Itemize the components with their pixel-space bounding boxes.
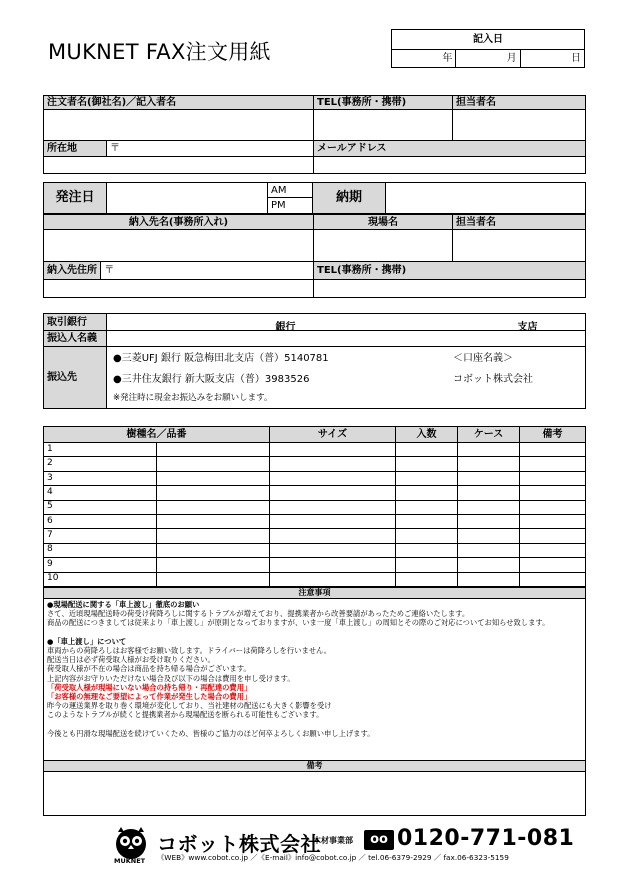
item-species-field[interactable]: [157, 486, 270, 500]
customer-tel-field[interactable]: [314, 110, 453, 141]
item-species-field[interactable]: [157, 543, 270, 557]
item-size-field[interactable]: [270, 457, 396, 471]
delivery-name-label: 納入先名(事務所入れ): [44, 215, 314, 230]
am-option[interactable]: AM: [268, 183, 313, 198]
item-size-field[interactable]: [270, 514, 396, 528]
order-date-field[interactable]: [107, 183, 268, 214]
bank-field[interactable]: [107, 314, 586, 331]
item-row: [44, 529, 586, 543]
delivery-address-cell[interactable]: [44, 262, 314, 280]
item-size-field[interactable]: [270, 529, 396, 543]
item-case-field[interactable]: [458, 471, 520, 485]
item-row: [44, 500, 586, 514]
item-row: [44, 443, 586, 457]
delivery-address-label: 納入先住所: [44, 262, 101, 279]
notes-line: 「荷受取人様が現場にいない場合の持ち帰り・再配達の費用」: [47, 682, 252, 692]
header-species: 樹種名／品番: [44, 427, 270, 443]
pm-option[interactable]: PM: [268, 198, 313, 214]
item-remarks-field[interactable]: [520, 529, 586, 543]
item-size-field[interactable]: [270, 486, 396, 500]
item-quantity-field[interactable]: [396, 486, 458, 500]
item-case-field[interactable]: [458, 558, 520, 572]
item-species-field[interactable]: [157, 514, 270, 528]
delivery-person-label: 担当者名: [453, 215, 586, 230]
payer-field[interactable]: [107, 331, 586, 347]
customer-tel-label: TEL(事務所・携帯): [314, 96, 453, 110]
item-species-field[interactable]: [157, 558, 270, 572]
delivery-tel-label: TEL(事務所・携帯): [314, 262, 586, 280]
orderer-label: 注文者名(御社名)／記入者名: [44, 96, 314, 110]
item-remarks-field[interactable]: [520, 486, 586, 500]
division: 木材事業部: [313, 836, 353, 845]
item-size-field[interactable]: [270, 471, 396, 485]
notes-line: さて、近頃現場配送時の荷受け荷降ろしに関するトラブルが増えており、提携業者から改善要請があったためご連絡いたします。: [47, 609, 470, 619]
holder-name: コボット株式会社: [453, 374, 533, 385]
item-quantity-field[interactable]: [396, 543, 458, 557]
header-size: サイズ: [270, 427, 396, 443]
item-row-number: 1: [44, 443, 157, 457]
item-species-field[interactable]: [157, 443, 270, 457]
item-quantity-field[interactable]: [396, 529, 458, 543]
item-case-field[interactable]: [458, 500, 520, 514]
item-remarks-field[interactable]: [520, 457, 586, 471]
bank-note: ※発注時に現金お振込みをお願いします。: [113, 393, 273, 403]
notes-line: [47, 628, 582, 637]
item-size-field[interactable]: [270, 443, 396, 457]
item-row-number: 2: [44, 457, 157, 471]
item-quantity-field[interactable]: [396, 514, 458, 528]
notes-line: 今後とも円滑な現場配送を続けていくため、皆様のご協力のほど何卒よろしくお願い申し上げます。: [47, 728, 375, 738]
order-date-label: 発注日: [44, 183, 107, 214]
phone-number: 0120-771-081: [397, 826, 575, 851]
item-row-number: 10: [44, 572, 157, 586]
contact-line: 《WEB》www.cobot.co.jp ／《E-mail》info@cobot.co.jp ／ tel.06-6379-2929 ／ fax.06-6323-5159: [157, 853, 509, 862]
item-species-field[interactable]: [157, 500, 270, 514]
item-row: [44, 543, 586, 557]
item-row: [44, 514, 586, 528]
item-remarks-field[interactable]: [520, 443, 586, 457]
entry-day-field[interactable]: 日: [520, 50, 584, 68]
footer-logo-text: MUKNET: [114, 857, 146, 865]
entry-date-box: [391, 29, 585, 68]
customer-person-label: 担当者名: [453, 96, 586, 110]
item-row: [44, 471, 586, 485]
item-remarks-field[interactable]: [520, 558, 586, 572]
notes-title: 注意事項: [44, 588, 586, 599]
orderer-field[interactable]: [44, 110, 314, 141]
header-case: ケース: [458, 427, 520, 443]
branch-unit: 支店: [517, 322, 538, 333]
transfer-info: [107, 347, 586, 409]
item-row: [44, 572, 586, 586]
order-section: [43, 182, 586, 214]
item-species-field[interactable]: [157, 572, 270, 586]
item-row-number: 4: [44, 486, 157, 500]
notes-line: 昨今の運送業界を取り巻く環境が変化しており、当社建材の配送にも大きく影響を受け: [47, 701, 332, 711]
notes-line: ●「車上渡し」について: [47, 636, 127, 646]
customer-person-field[interactable]: [453, 110, 586, 141]
bank-label: 取引銀行: [44, 314, 107, 331]
item-remarks-field[interactable]: [520, 471, 586, 485]
customer-address-section: [43, 140, 586, 174]
customer-section: [43, 95, 586, 141]
item-remarks-field[interactable]: [520, 500, 586, 514]
item-quantity-field[interactable]: [396, 558, 458, 572]
mail-label: メールアドレス: [314, 141, 586, 157]
item-size-field[interactable]: [270, 558, 396, 572]
notes-line: [47, 720, 582, 729]
item-quantity-field[interactable]: [396, 471, 458, 485]
freedial-icon: oo: [364, 830, 394, 850]
item-case-field[interactable]: [458, 443, 520, 457]
item-row: [44, 486, 586, 500]
account-2: ●三井住友銀行 新大阪支店（普）3983526: [113, 374, 310, 385]
site-field[interactable]: [314, 230, 453, 262]
item-case-field[interactable]: [458, 457, 520, 471]
delivery-name-field[interactable]: [44, 230, 314, 262]
item-row-number: 5: [44, 500, 157, 514]
mail-field[interactable]: [314, 157, 586, 174]
item-quantity-field[interactable]: [396, 572, 458, 586]
item-remarks-field[interactable]: [520, 514, 586, 528]
notes-body: [44, 599, 586, 761]
item-species-field[interactable]: [157, 457, 270, 471]
customer-address-field[interactable]: [44, 157, 314, 174]
account-1: ●三菱UFJ 銀行 阪急梅田北支店（普）5140781: [113, 353, 329, 364]
item-row-number: 7: [44, 529, 157, 543]
item-size-field[interactable]: [270, 572, 396, 586]
item-case-field[interactable]: [458, 529, 520, 543]
header-quantity: 入数: [396, 427, 458, 443]
company-name: コボット株式会社: [157, 832, 321, 856]
item-case-field[interactable]: [458, 543, 520, 557]
bank-section: [43, 313, 586, 409]
deadline-label: 納期: [313, 183, 386, 214]
entry-year-field[interactable]: 年: [392, 50, 456, 68]
item-row: [44, 457, 586, 471]
customer-postal-field[interactable]: [107, 141, 314, 157]
bank-unit: 銀行: [275, 322, 296, 333]
header-remarks: 備考: [520, 427, 586, 443]
site-label: 現場名: [314, 215, 453, 230]
notes-line: 車両からの荷降ろしはお客様でお願い致します。ドライバーは荷降ろしを行いません。: [47, 646, 332, 656]
item-row-number: 3: [44, 471, 157, 485]
item-case-field[interactable]: [458, 486, 520, 500]
item-row-number: 9: [44, 558, 157, 572]
notes-line: 配送当日は必ず荷受取人様がお受け取りください。: [47, 655, 215, 665]
item-remarks-field[interactable]: [520, 572, 586, 586]
item-case-field[interactable]: [458, 572, 520, 586]
delivery-address-field[interactable]: [44, 280, 314, 298]
item-remarks-field[interactable]: [520, 543, 586, 557]
item-species-field[interactable]: [157, 471, 270, 485]
item-species-field[interactable]: [157, 529, 270, 543]
notes-line: 上記内容がお守りいただけない場合及び以下の場合は費用を申し受けます。: [47, 673, 295, 683]
item-quantity-field[interactable]: [396, 443, 458, 457]
delivery-section: [43, 214, 586, 298]
item-quantity-field[interactable]: [396, 500, 458, 514]
item-size-field[interactable]: [270, 543, 396, 557]
remarks-title: 備考: [44, 761, 586, 772]
remarks-field[interactable]: [44, 772, 586, 816]
notes-line: 商品の配送につきましては従来より「車上渡し」が原則となっておりますが、いま一度「車上渡し」の周知とその際のご対応についてお知らせ致します。: [47, 618, 550, 628]
address-label: 所在地: [44, 141, 107, 157]
deadline-field[interactable]: [386, 183, 586, 214]
entry-month-field[interactable]: 月: [456, 50, 520, 68]
notes-line: ●現場配送に関する「車上渡し」徹底のお願い: [47, 600, 200, 609]
holder-label: ＜口座名義＞: [453, 353, 513, 364]
transfer-label: 振込先: [44, 347, 107, 409]
notes-line: このようなトラブルが続くと提携業者から現場配送を断られる可能性もございます。: [47, 710, 324, 720]
page-title: MUKNET FAX注文用紙: [48, 40, 271, 64]
item-quantity-field[interactable]: [396, 457, 458, 471]
payer-label: 振込人名義: [44, 331, 107, 347]
item-row-number: 6: [44, 514, 157, 528]
notes-line: 「お客様の無理なご要望によって作業が発生した場合の費用」: [47, 692, 252, 702]
notes-section: [43, 587, 586, 816]
item-row: [44, 558, 586, 572]
delivery-person-field[interactable]: [453, 230, 586, 262]
postal-mark: 〒: [110, 143, 120, 154]
delivery-tel-field[interactable]: [314, 280, 586, 298]
entry-date-label: 記入日: [392, 30, 585, 50]
item-row-number: 8: [44, 543, 157, 557]
items-table: [43, 426, 586, 587]
notes-line: 荷受取人様が不在の場合は商品を持ち帰る場合がございます。: [47, 664, 251, 674]
delivery-postal-mark: 〒: [104, 265, 115, 276]
item-case-field[interactable]: [458, 514, 520, 528]
item-size-field[interactable]: [270, 500, 396, 514]
